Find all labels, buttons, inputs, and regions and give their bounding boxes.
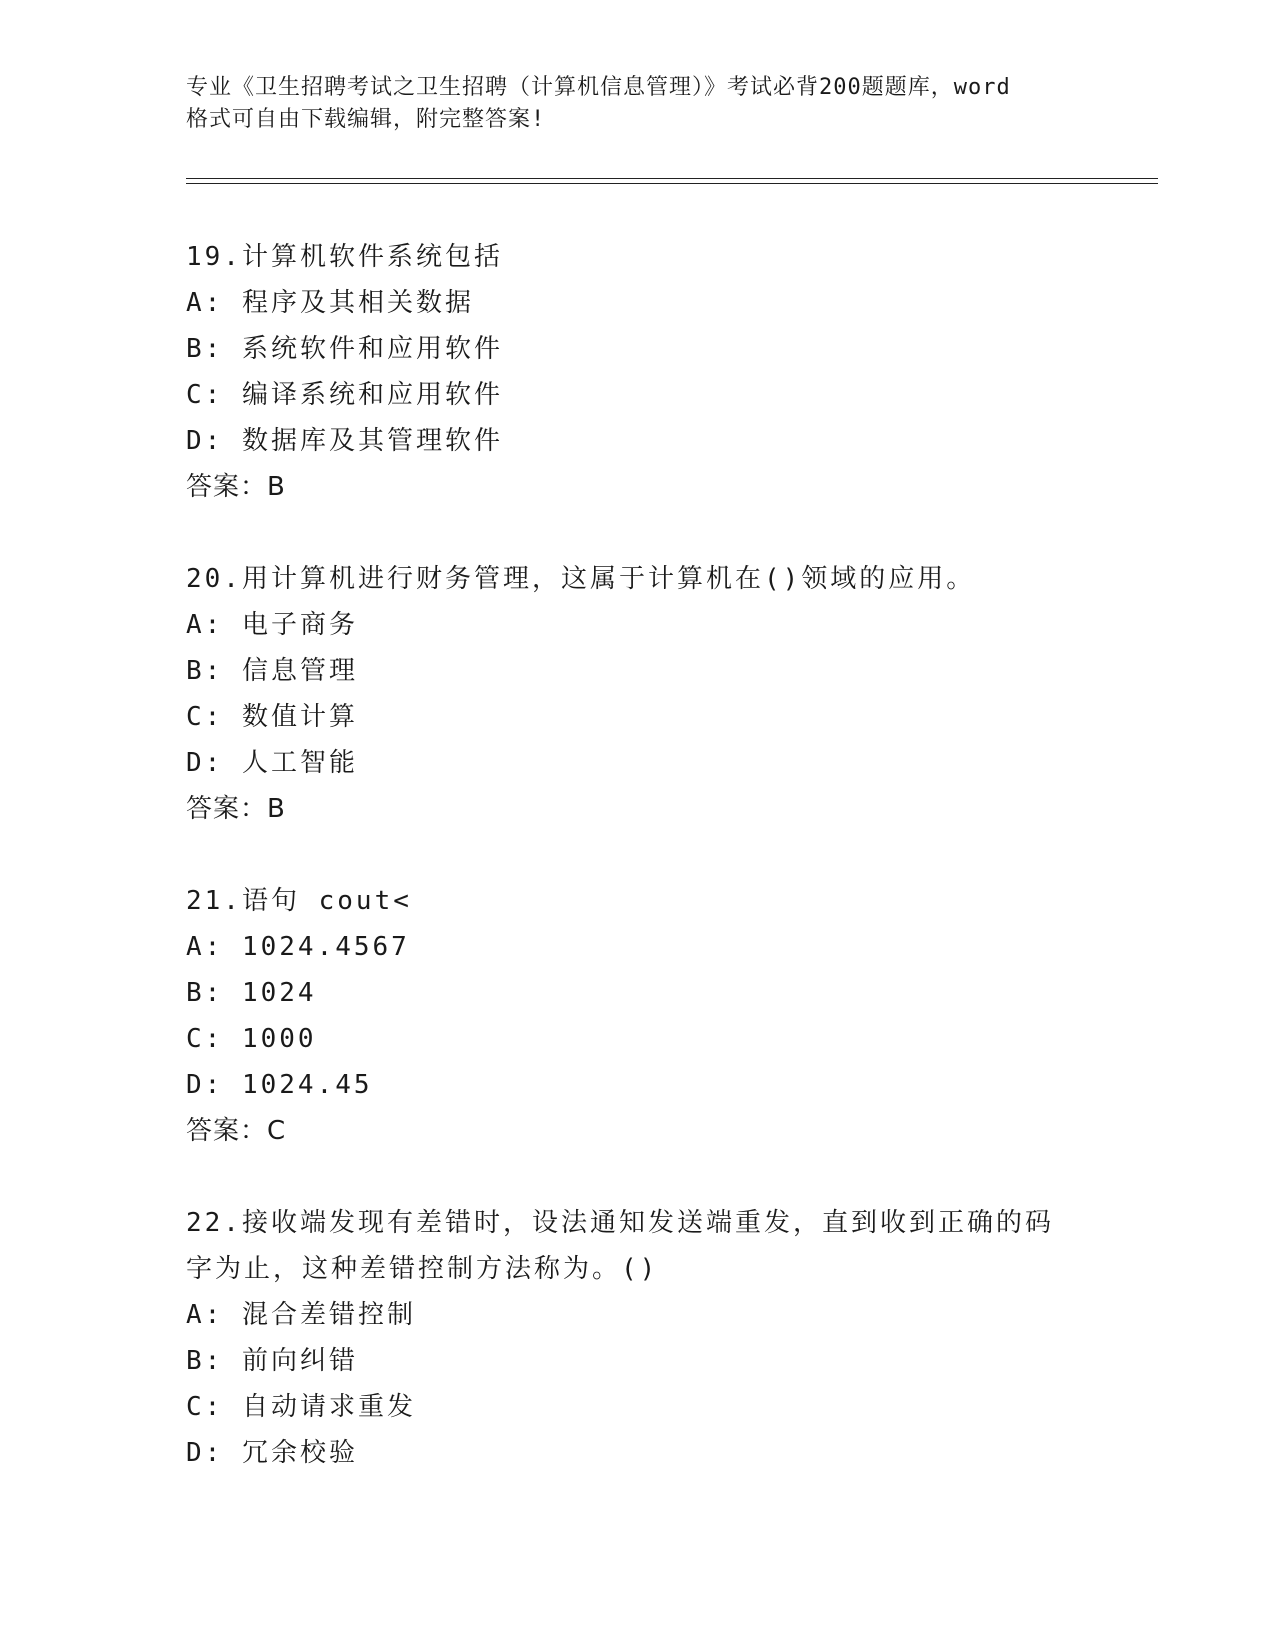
option-b: B: 信息管理 <box>186 656 358 686</box>
question-stem: 19.计算机软件系统包括 <box>186 242 503 272</box>
option-c: C: 数值计算 <box>186 702 358 732</box>
header-line-2: 格式可自由下载编辑，附完整答案! <box>186 107 546 132</box>
question-stem: 21.语句 cout< <box>186 886 412 916</box>
option-d: D: 冗余校验 <box>186 1438 358 1468</box>
option-d: D: 数据库及其管理软件 <box>186 426 503 456</box>
question-stem: 20.用计算机进行财务管理，这属于计算机在()领域的应用。 <box>186 564 976 594</box>
question-20 <box>186 556 1146 832</box>
option-d: D: 1024.45 <box>186 1070 373 1100</box>
option-a: A: 混合差错控制 <box>186 1300 416 1330</box>
option-d: D: 人工智能 <box>186 748 358 778</box>
option-c: C: 编译系统和应用软件 <box>186 380 503 410</box>
option-c: C: 1000 <box>186 1024 317 1054</box>
question-stem: 22.接收端发现有差错时，设法通知发送端重发，直到收到正确的码字为止，这种差错控制方法称为。() <box>186 1208 1054 1284</box>
header-divider-top <box>186 178 1158 179</box>
header-divider-bottom <box>186 183 1158 184</box>
question-21 <box>186 878 1146 1154</box>
option-b: B: 系统软件和应用软件 <box>186 334 503 364</box>
header-line-1: 专业《卫生招聘考试之卫生招聘（计算机信息管理）》考试必背200题题库，word <box>186 75 1011 100</box>
question-19 <box>186 234 1146 510</box>
option-b: B: 前向纠错 <box>186 1346 358 1376</box>
answer-line: 答案：B <box>186 794 286 824</box>
answer-line: 答案：B <box>186 472 286 502</box>
answer-line: 答案：C <box>186 1116 287 1146</box>
document-header <box>186 72 1106 136</box>
question-list <box>186 234 1146 1522</box>
option-a: A: 程序及其相关数据 <box>186 288 474 318</box>
option-c: C: 自动请求重发 <box>186 1392 416 1422</box>
option-a: A: 电子商务 <box>186 610 358 640</box>
question-22 <box>186 1200 1146 1476</box>
option-a: A: 1024.4567 <box>186 932 410 962</box>
option-b: B: 1024 <box>186 978 317 1008</box>
